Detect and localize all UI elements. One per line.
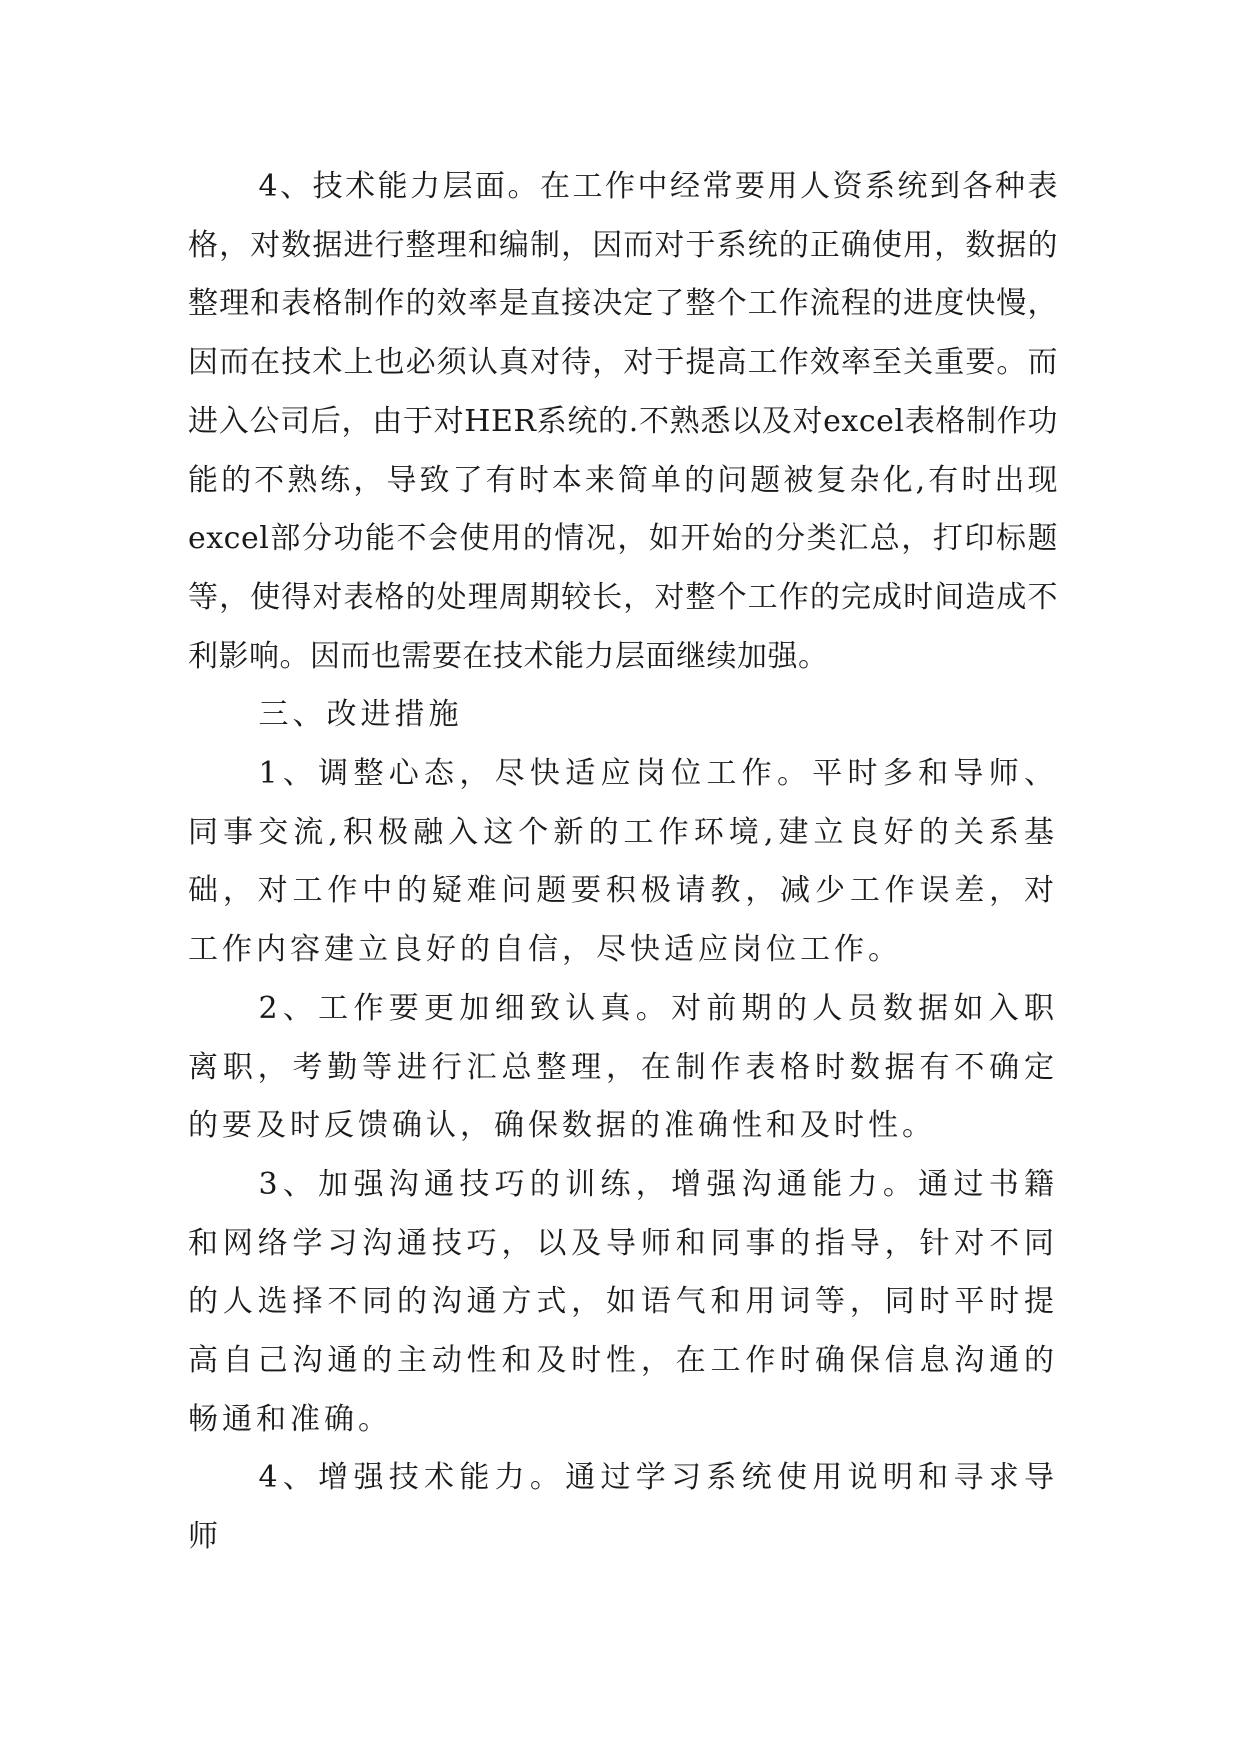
document-body bbox=[188, 158, 1058, 1567]
paragraph-enhance-technical-ability: 4、增强技术能力。通过学习系统使用说明和寻求导师 bbox=[188, 1460, 1058, 1555]
section-heading-improvement-measures: 三、改进措施 bbox=[258, 697, 463, 733]
paragraph-careful-work: 2、工作要更加细致认真。对前期的人员数据如入职离职，考勤等进行汇总整理，在制作表格时数据有不确定的要及时反馈确认，确保数据的准确性和及时性。 bbox=[188, 990, 1058, 1144]
paragraph-communication-skills: 3、加强沟通技巧的训练，增强沟通能力。通过书籍和网络学习沟通技巧，以及导师和同事的指导，针对不同的人选择不同的沟通方式，如语气和用词等，同时平时提高自己沟通的主动性和及时性，在工作时确保信息沟通的畅通和准确。 bbox=[188, 1166, 1058, 1437]
paragraph-adjust-mindset: 1、调整心态，尽快适应岗位工作。平时多和导师、同事交流,积极融入这个新的工作环境,建立良好的关系基础，对工作中的疑难问题要积极请教，减少工作误差，对工作内容建立良好的自信，尽快适应岗位工作。 bbox=[188, 756, 1058, 968]
paragraph-technical-ability: 4、技术能力层面。在工作中经常要用人资系统到各种表格，对数据进行整理和编制，因而对于系统的正确使用，数据的整理和表格制作的效率是直接决定了整个工作流程的进度快慢，因而在技术上也必须认真对待，对于提高工作效率至关重要。而进入公司后，由于对HER系统的.不熟悉以及对excel表格制作功能的不熟练，导致了有时本来简单的问题被复杂化,有时出现excel部分功能不会使用的情况，如开始的分类汇总，打印标题等，使得对表格的处理周期较长，对整个工作的完成时间造成不利影响。因而也需要在技术能力层面继续加强。 bbox=[188, 169, 1058, 674]
